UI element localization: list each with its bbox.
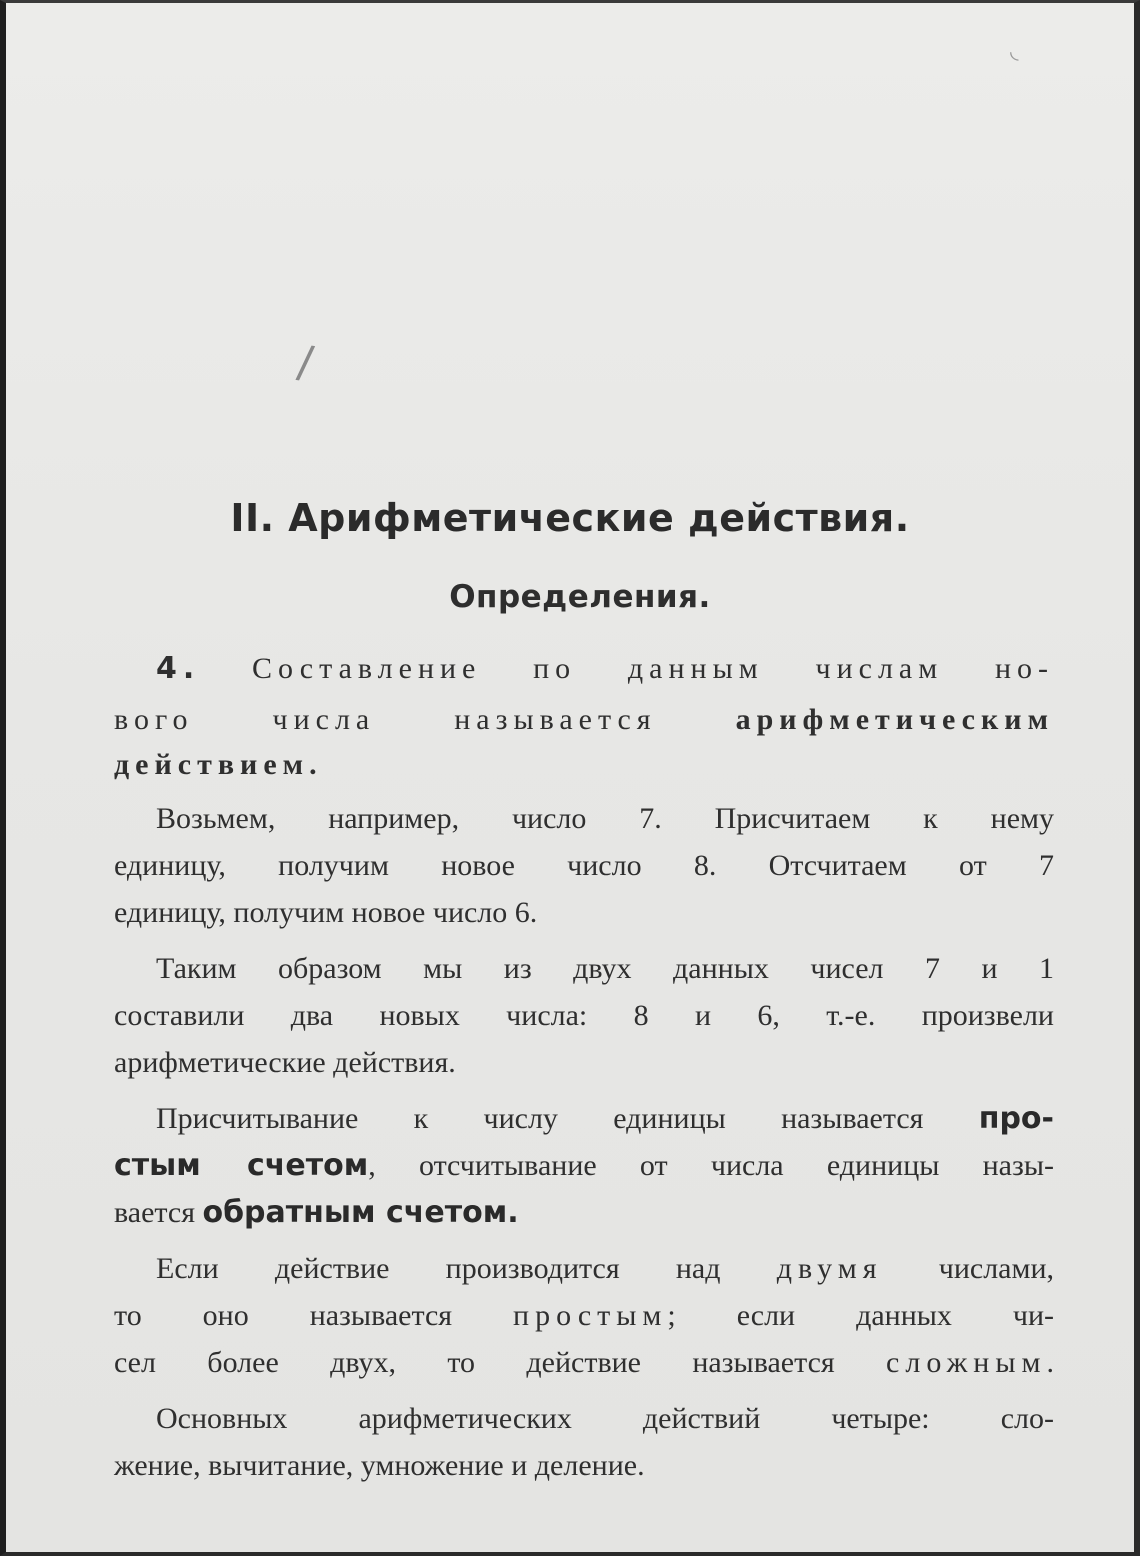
term-compound: сложным	[886, 1346, 1047, 1379]
term-arithmetic: арифметическим	[735, 703, 1054, 736]
thus-line-2: составили два новых числа: 8 и 6, т.-е. произвели	[114, 999, 1054, 1032]
term-simple: простым	[513, 1299, 668, 1332]
pencil-mark: /	[294, 336, 317, 389]
term-two: двумя	[776, 1252, 883, 1285]
counting-line-3: вается обратным счетом.	[114, 1195, 519, 1230]
basic-line-2: жение, вычитание, умножение и деление.	[114, 1449, 645, 1482]
definition-line-2: вого числа называется арифметическим	[114, 703, 1054, 736]
counting-line-2: стым счетом, отсчитывание от числа единицы назы-	[114, 1148, 1054, 1183]
example-line-3: единицу, получим новое число 6.	[114, 896, 538, 929]
example-line-1: Возьмем, например, число 7. Присчитаем к нему	[156, 802, 1054, 835]
basic-line-1: Основных арифметических действий четыре: сло-	[156, 1402, 1054, 1435]
simple-line-1: Если действие производится над двумя числами,	[156, 1252, 1055, 1285]
term-direct-count-part2: стым счетом	[114, 1148, 369, 1183]
paragraph-number: 4.	[156, 651, 201, 686]
thus-line-1: Таким образом мы из двух данных чисел 7 и 1	[156, 952, 1054, 985]
chapter-title: II. Арифметические действия.	[230, 496, 910, 540]
section-title: Определения.	[449, 579, 711, 615]
thus-line-3: арифметические действия.	[114, 1046, 456, 1079]
example-line-2: единицу, получим новое число 8. Отсчитаем от 7	[114, 849, 1054, 882]
term-action: действием.	[114, 748, 323, 781]
simple-line-2: то оно называется простым; если данных чи-	[114, 1299, 1055, 1332]
counting-line-1: Присчитывание к числу единицы называется про-	[156, 1101, 1054, 1136]
simple-line-3: сел более двух, то действие называется сложным.	[114, 1346, 1054, 1379]
page-mark: ◟	[1010, 39, 1019, 64]
term-reverse-count: обратным счетом	[202, 1195, 508, 1230]
definition-line-1: 4. Составление по данным числам но-	[156, 651, 1054, 686]
term-direct-count-part1: про-	[978, 1101, 1054, 1136]
definition-line-3	[114, 745, 1054, 785]
